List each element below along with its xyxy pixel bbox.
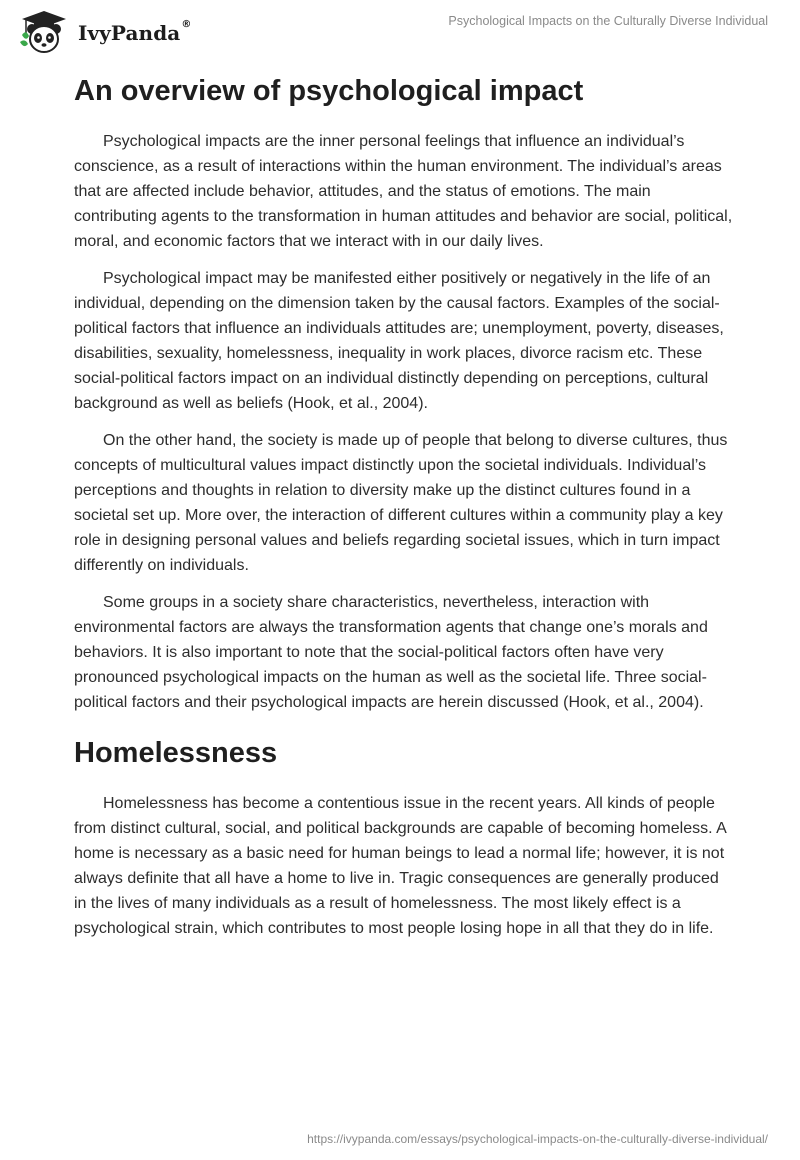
essay-content [74, 70, 734, 941]
page-header [0, 0, 800, 68]
paragraph: Psychological impact may be manifested either positively or negatively in the life of an individual, depending on the dimension taken by the causal factors. Examples of the social-political factors that influence an individuals attitudes are; unemployment, poverty, diseases, disabilities, sexuality, homelessness, inequality in work places, divorce racism etc. These social-political factors impact on an individual distinctly depending on perceptions, cultural background as well as beliefs (Hook, et al., 2004). [74, 270, 724, 412]
source-url-link[interactable]: https://ivypanda.com/essays/psychological-impacts-on-the-culturally-diverse-individual/ [307, 1132, 768, 1146]
paragraph: Some groups in a society share characteristics, nevertheless, interaction with environmental factors are always the transformation agents that change one’s morals and behaviors. It is also important to note that the social-political factors often have very pronounced psychological impacts on the human as well as the societal life. Three social-political factors and their psychological impacts are herein discussed (Hook, et al., 2004). [74, 594, 708, 711]
section-heading-homelessness: Homelessness [74, 737, 278, 769]
registered-mark: ® [181, 19, 192, 30]
brand-name: IvyPanda® [78, 19, 192, 45]
panda-graduation-cap-icon [16, 9, 72, 55]
running-title: Psychological Impacts on the Culturally Diverse Individual [448, 14, 768, 28]
section-heading-overview: An overview of psychological impact [74, 75, 584, 107]
paragraph: Homelessness has become a contentious issue in the recent years. All kinds of people from distinct cultural, social, and political backgrounds are capable of becoming homeless. A home is necessary as a basic need for human beings to lead a normal life; however, it is not always definite that all have a home to live in. Tragic consequences are generally produced in the lives of many individuals as a result of homelessness. The most likely effect is a psychological strain, which contributes to most people losing hope in all that they do in life. [74, 795, 726, 937]
paragraph: Psychological impacts are the inner personal feelings that influence an individual’s conscience, as a result of interactions within the human environment. The individual’s areas that are affected include behavior, attitudes, and the status of emotions. The main contributing agents to the transformation in human attitudes and behavior are social, political, moral, and economic factors that we interact with in our daily lives. [74, 133, 733, 250]
ivypanda-logo[interactable] [16, 9, 191, 55]
paragraph: On the other hand, the society is made up of people that belong to diverse cultures, thus concepts of multicultural values impact distinctly upon the societal individuals. Individual’s perceptions and thoughts in relation to diversity make up the distinct cultures found in a societal set up. More over, the interaction of different cultures within a community play a key role in designing personal values and beliefs regarding societal issues, which in turn impact differently on individuals. [74, 432, 728, 574]
